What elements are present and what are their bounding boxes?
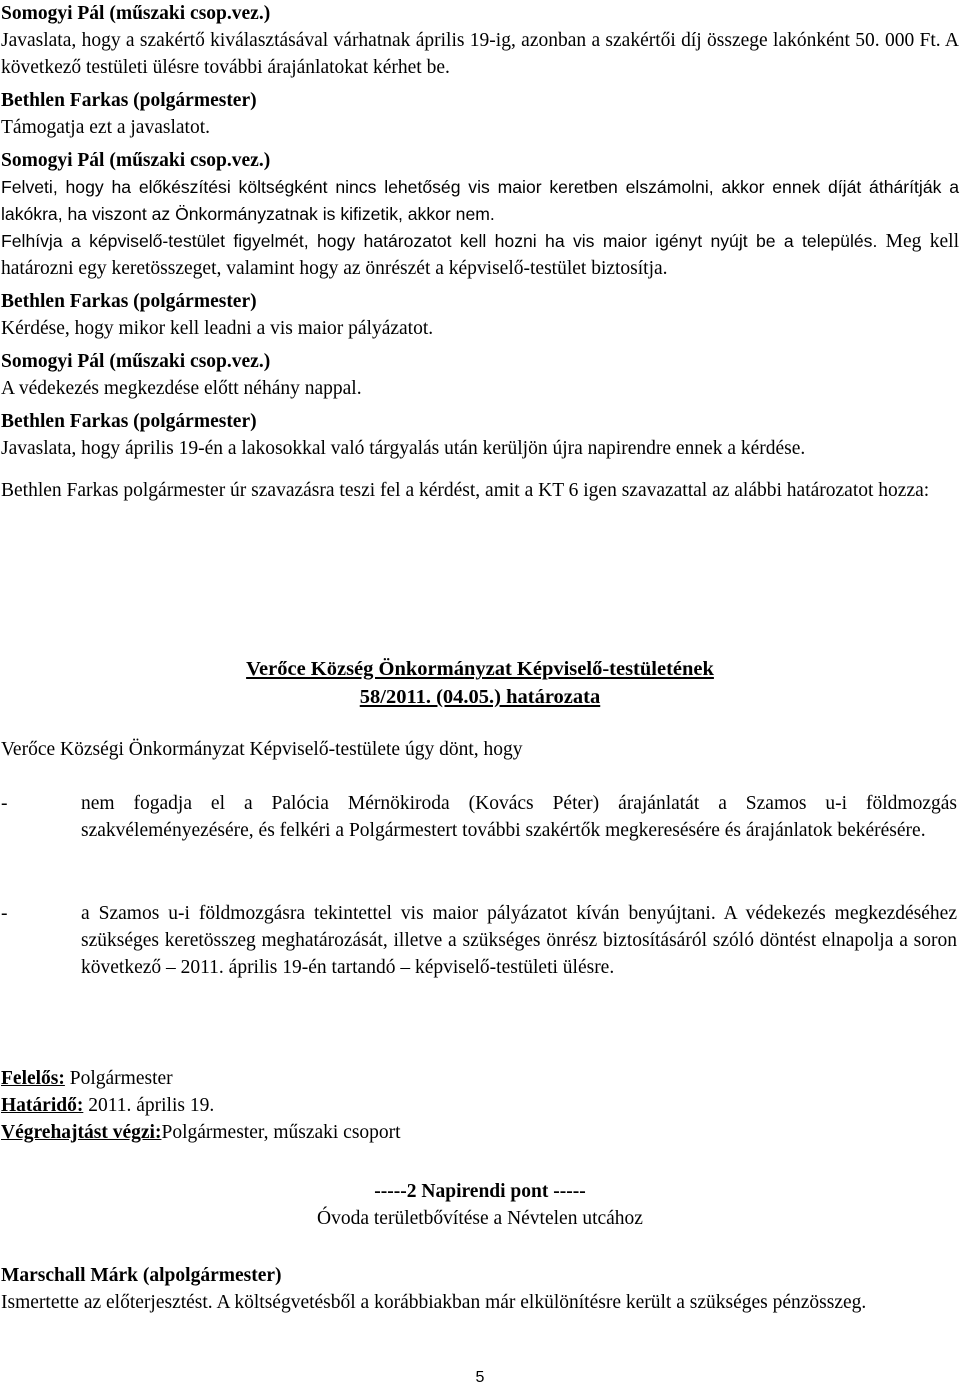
deadline-line [0, 1092, 958, 1119]
statement-3a: Felveti, hogy ha előkészítési költségként nincs lehetőség vis maior keretben elszámolni, akkor ennek díját áthárítják a lakókra, ha viszont az Önkormányzatnak is kifizetik, akkor nem. [1, 177, 959, 224]
agenda-subtitle: Óvoda területbővítése a Névtelen utcához [317, 1208, 643, 1229]
statement-marschall: Ismertette az előterjesztést. A költségvetésből a korábbiakban már elkülönítésre került a szükséges pénzösszeg. [1, 1292, 867, 1313]
speaker-bethlen-2: Bethlen Farkas (polgármester) [1, 291, 257, 312]
agenda-discussion [0, 1262, 960, 1316]
responsible-line [0, 1065, 958, 1092]
resolution-item-text: nem fogadja el a Palócia Mérnökiroda (Kovács Péter) árajánlatát a Szamos u-i földmozgás szakvéleményezésére, és felkéri a Polgármestert további szakértők megkeresésére és árajánlatok bekérésére. [81, 793, 957, 841]
speaker-marschall: Marschall Márk (alpolgármester) [1, 1265, 282, 1286]
responsible-label: Felelős: [1, 1068, 65, 1089]
statement-3b-part2: Meg kell határozni egy keretösszeget, valamint hogy az önrészét a képviselő-testület biztosítja. [1, 231, 960, 279]
agenda-title: -----2 Napirendi pont ----- [374, 1181, 586, 1202]
executor-line [0, 1119, 958, 1146]
resolution-heading-line1: Verőce Község Önkormányzat Képviselő-testületének [246, 658, 714, 680]
statement-5: A védekezés megkezdése előtt néhány nappal. [1, 378, 362, 399]
statement-1: Javaslata, hogy a szakértő kiválasztásával várhatnak április 19-ig, azonban a szakértői díj összege lakónként 50. 000 Ft. A következő testületi ülésre további árajánlatokat kérhet be. [1, 30, 959, 78]
statement-4: Kérdése, hogy mikor kell leadni a vis maior pályázatot. [1, 318, 434, 339]
speaker-somogyi-3: Somogyi Pál (műszaki csop.vez.) [1, 351, 271, 372]
statement-3b-part1: Felhívja a képviselő-testület figyelmét, hogy határozatot kell hozni ha vis maior igényt nyújt be a település. [1, 231, 878, 251]
resolution-intro: Verőce Községi Önkormányzat Képviselő-testülete úgy dönt, hogy [1, 739, 523, 760]
speaker-somogyi-2: Somogyi Pál (műszaki csop.vez.) [1, 150, 271, 171]
statement-6: Javaslata, hogy április 19-én a lakosokkal való tárgyalás után kerüljön újra napirendre ennek a kérdése. [1, 438, 806, 459]
speaker-bethlen-3: Bethlen Farkas (polgármester) [1, 411, 257, 432]
deadline-label: Határidő: [1, 1095, 84, 1116]
speaker-bethlen-1: Bethlen Farkas (polgármester) [1, 90, 257, 111]
resolution-item [0, 790, 958, 844]
statement-2: Támogatja ezt a javaslatot. [1, 117, 210, 138]
speaker-somogyi-1: Somogyi Pál (műszaki csop.vez.) [1, 3, 271, 24]
vote-paragraph: Bethlen Farkas polgármester úr szavazásra teszi fel a kérdést, amit a KT 6 igen szavazattal az alábbi határozatot hozza: [1, 480, 930, 501]
list-dash: - [1, 793, 8, 814]
responsible-value: Polgármester [64, 1068, 173, 1089]
agenda-header [0, 1178, 960, 1232]
deadline-value: 2011. április 19. [83, 1095, 215, 1116]
resolution-item-text: a Szamos u-i földmozgásra tekintettel vis maior pályázatot kíván benyújtani. A védekezés megkezdéséhez szükséges keretösszeg meghatározását, illetve a szükséges önrész biztosításáról szóló döntést elnapolja a soron következő – 2011. április 19-én tartandó – képviselő-testületi ülésre. [81, 903, 957, 978]
executor-value: Polgármester, műszaki csoport [161, 1122, 401, 1143]
resolution-footer [0, 1065, 958, 1146]
resolution-heading-line2: 58/2011. (04.05.) határozata [359, 686, 601, 708]
statement-3b [0, 228, 960, 282]
resolution-item [0, 900, 958, 981]
resolution-heading [0, 655, 960, 711]
executor-label: Végrehajtást végzi: [1, 1122, 162, 1143]
list-dash: - [1, 903, 8, 924]
page-number: 5 [475, 1369, 485, 1386]
